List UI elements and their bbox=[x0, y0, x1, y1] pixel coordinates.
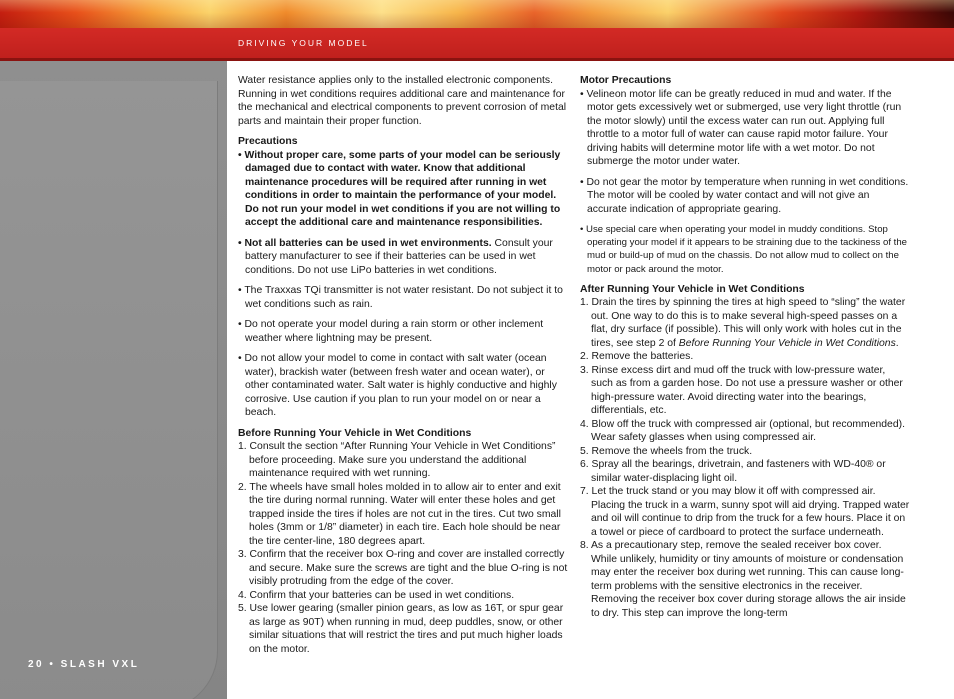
after-step-item: 2. Remove the batteries. bbox=[580, 351, 694, 363]
intro-paragraph: Water resistance applies only to the installed electronic components. Running in wet conditions requires additional care and maintenance for the mechanical and electrical components to prevent corrosion of metal parts and maintain their proper function. bbox=[238, 75, 567, 127]
section-title: DRIVING YOUR MODEL bbox=[238, 38, 369, 48]
precaution-item bbox=[238, 149, 568, 230]
side-panel-curve bbox=[0, 81, 218, 699]
before-running-heading: Before Running Your Vehicle in Wet Conditions bbox=[238, 427, 472, 439]
precautions-list bbox=[238, 149, 568, 420]
before-step-item: 2. The wheels have small holes molded in to allow air to enter and exit the tire during normal running. Water will enter these holes and get trapped inside the tires if holes are not cut in the tires. Cut two small holes (3mm or 1/8” diameter) in each tire. Each hole should be near the tire center-line, 180 degrees apart. bbox=[238, 481, 561, 547]
right-column bbox=[580, 74, 910, 626]
after-step-item: 8. As a precautionary step, remove the sealed receiver box cover. While unlikely, humidity or tiny amounts of moisture or condensation may enter the receiver box during wet running. This can cause long-term problems with the sensitive electronics in the receiver. Removing the receiver box cover during storage allows the air inside to dry. This step can improve the long-term bbox=[580, 540, 906, 619]
header-red-band bbox=[0, 28, 954, 58]
precaution-bold-text: • Without proper care, some parts of your model can be seriously damaged due to contact with water. Know that additional maintenance procedures will be required after running in wet conditions in order to maintain the performance of your model. Do not run your model in wet conditions if you are not willing to accept the additional care and maintenance responsibilities. bbox=[238, 149, 561, 228]
after-step-item: 4. Blow off the truck with compressed air (optional, but recommended). Wear safety glasses when using compressed air. bbox=[580, 418, 905, 444]
after-step-1-text: 1. Drain the tires by spinning the tires at high speed to “sling” the water out. One way to do this is to make several high-speed passes on a flat, dry surface (if possible). This will only work with holes cut in the tires, see step 2 of bbox=[580, 297, 906, 349]
after-step-item: 6. Spray all the bearings, drivetrain, and fasteners with WD-40® or similar water-displacing light oil. bbox=[580, 459, 886, 484]
after-step-1-italic-ref: Before Running Your Vehicle in Wet Conditions bbox=[678, 337, 896, 349]
before-step-item: 4. Confirm that your batteries can be used in wet conditions. bbox=[238, 589, 515, 601]
after-step-1-end: . bbox=[895, 337, 899, 349]
precaution-item bbox=[238, 318, 568, 345]
motor-precaution-item: • Do not gear the motor by temperature when running in wet conditions. The motor will be cooled by water contact and will not give an accurate indication of appropriate gearing. bbox=[580, 176, 909, 215]
after-step-item: 5. Remove the wheels from the truck. bbox=[580, 445, 753, 457]
motor-precautions-heading: Motor Precautions bbox=[580, 75, 672, 86]
motor-precaution-item: • Velineon motor life can be greatly reduced in mud and water. If the motor gets excessively wet or submerged, use very light throttle (run the motor slowly) until the excess water can run out. Applying full throttle to a motor full of water can cause rapid motor failure. Your driving habits will determine motor life with a wet motor. Do not submerge the motor under water. bbox=[580, 88, 902, 167]
before-running-steps bbox=[238, 440, 568, 656]
left-column bbox=[238, 74, 568, 662]
after-step-1 bbox=[580, 296, 910, 350]
header-flame-banner bbox=[0, 0, 954, 28]
before-step-item: 1. Consult the section “After Running Your Vehicle in Wet Conditions” before proceeding. Make sure you understand the additional maintenance required with wet running. bbox=[238, 441, 556, 479]
after-step-item: 3. Rinse excess dirt and mud off the truck with low-pressure water, such as from a garden hose. Do not use a pressure washer or other high-pressure water. Avoid directing water into the bearings, differentials, etc. bbox=[580, 364, 903, 417]
precaution-text: • Do not operate your model during a rain storm or other inclement weather where lightning may be present. bbox=[238, 319, 544, 344]
before-step-item: 5. Use lower gearing (smaller pinion gears, as low as 16T, or spur gear as large as 90T) when running in mud, deep puddles, snow, or other similar situations that will restrict the tires and put much higher loads on the motor. bbox=[238, 603, 564, 655]
after-step-item: 7. Let the truck stand or you may blow it off with compressed air. Placing the truck in a warm, sunny spot will aid drying. Trapped water and oil will continue to drip from the truck for a few hours. Place it on a towel or piece of cardboard to protect the surface underneath. bbox=[580, 486, 910, 538]
precaution-item bbox=[238, 237, 568, 278]
precautions-heading: Precautions bbox=[238, 136, 298, 147]
motor-precaution-item: • Use special care when operating your model in muddy conditions. Stop operating your model if it appears to be straining due to the tackiness of the mud or build-up of mud on the chassis. Do not allow mud to collect on the motor or pack around the motor. bbox=[580, 224, 907, 275]
precaution-bold-text: • Not all batteries can be used in wet environments. bbox=[238, 237, 492, 249]
precaution-text: Consult your battery manufacturer to see if their batteries can be used in wet conditions. Do not use LiPo batteries in wet conditions. bbox=[245, 237, 553, 276]
page-footer-label: 20 • SLASH VXL bbox=[28, 659, 140, 670]
before-step-item: 3. Confirm that the receiver box O-ring and cover are installed correctly and secure. Make sure the screws are tight and the blue O-ring is not visibly protruding from the edge of the cover. bbox=[238, 549, 568, 587]
precaution-text: • Do not allow your model to come in contact with salt water (ocean water), brackish water (between fresh water and ocean water), or other contaminated water. Salt water is highly conductive and highly corrosive. Use caution if you plan to run your model on or near a beach. bbox=[238, 353, 557, 418]
side-panel bbox=[0, 61, 227, 699]
after-running-steps bbox=[580, 296, 910, 620]
precaution-item bbox=[238, 352, 568, 420]
precaution-item bbox=[238, 284, 568, 311]
after-running-heading: After Running Your Vehicle in Wet Conditions bbox=[580, 283, 805, 295]
motor-precautions-list bbox=[580, 88, 910, 276]
precaution-text: • The Traxxas TQi transmitter is not water resistant. Do not subject it to wet conditions such as rain. bbox=[238, 285, 563, 310]
